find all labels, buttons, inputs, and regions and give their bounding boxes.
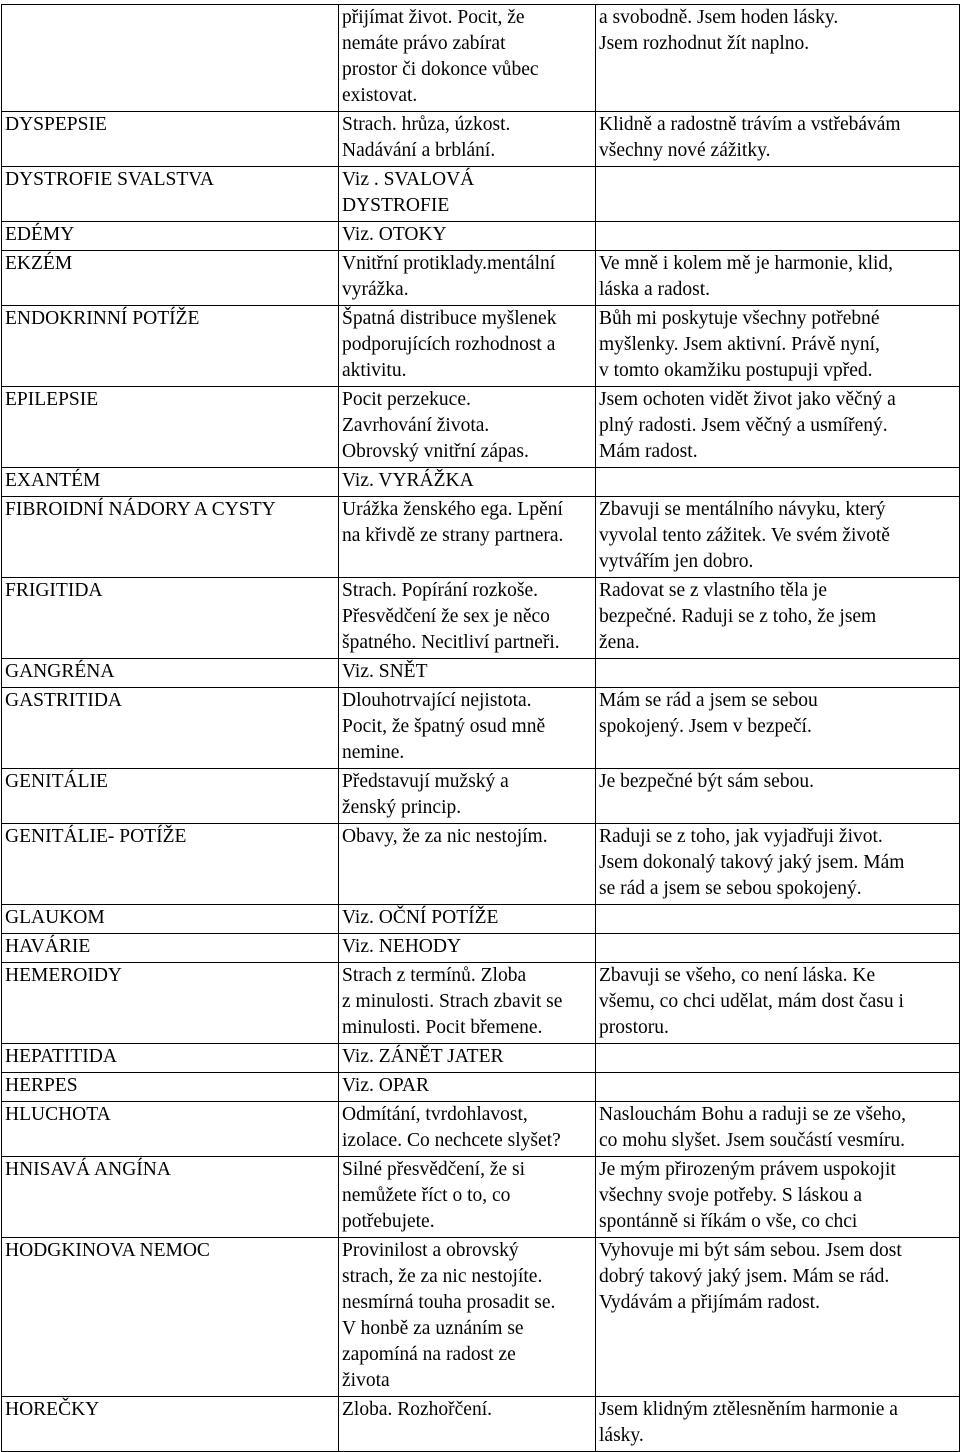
affirmation-cell: Je bezpečné být sám sebou. — [596, 769, 960, 824]
table-row — [2, 222, 960, 251]
term-cell: GENITÁLIE — [2, 769, 339, 824]
cause-cell: Strach. Popírání rozkoše. Přesvědčení že sex je něco špatného. Necitliví partneři. — [339, 578, 596, 659]
term-cell — [2, 5, 339, 112]
table-row — [2, 824, 960, 905]
table-row — [2, 769, 960, 824]
term-cell: HEMEROIDY — [2, 963, 339, 1044]
affirmation-cell — [596, 1044, 960, 1073]
cause-cell: Viz. VYRÁŽKA — [339, 468, 596, 497]
term-cell: EPILEPSIE — [2, 387, 339, 468]
affirmation-cell — [596, 659, 960, 688]
term-cell: GANGRÉNA — [2, 659, 339, 688]
term-cell: EXANTÉM — [2, 468, 339, 497]
cause-cell: Viz. ZÁNĚT JATER — [339, 1044, 596, 1073]
term-cell: GLAUKOM — [2, 905, 339, 934]
affirmation-cell: Radovat se z vlastního těla je bezpečné. Raduji se z toho, že jsem žena. — [596, 578, 960, 659]
table-row — [2, 1073, 960, 1102]
table-row — [2, 167, 960, 222]
cause-cell: Zloba. Rozhořčení. — [339, 1397, 596, 1452]
cause-cell: Pocit perzekuce. Zavrhování života. Obrovský vnitřní zápas. — [339, 387, 596, 468]
term-cell: FRIGITIDA — [2, 578, 339, 659]
table-row — [2, 112, 960, 167]
cause-cell: Dlouhotrvající nejistota. Pocit, že špatný osud mně nemine. — [339, 688, 596, 769]
term-cell: FIBROIDNÍ NÁDORY A CYSTY — [2, 497, 339, 578]
cause-cell: Strach. hrůza, úzkost. Nadávání a brblání. — [339, 112, 596, 167]
table-row — [2, 1102, 960, 1157]
cause-cell: Vnitřní protiklady.mentální vyrážka. — [339, 251, 596, 306]
term-cell: GASTRITIDA — [2, 688, 339, 769]
affirmation-cell: Naslouchám Bohu a raduji se ze všeho, co mohu slyšet. Jsem součástí vesmíru. — [596, 1102, 960, 1157]
affirmation-cell — [596, 934, 960, 963]
symptom-table — [1, 4, 960, 1452]
affirmation-cell — [596, 1073, 960, 1102]
term-cell: DYSTROFIE SVALSTVA — [2, 167, 339, 222]
term-cell: HERPES — [2, 1073, 339, 1102]
table-row — [2, 468, 960, 497]
cause-cell: Viz. OPAR — [339, 1073, 596, 1102]
table-row — [2, 1157, 960, 1238]
table-row — [2, 905, 960, 934]
affirmation-cell: Klidně a radostně trávím a vstřebávám všechny nové zážitky. — [596, 112, 960, 167]
affirmation-cell: Zbavuji se mentálního návyku, který vyvolal tento zážitek. Ve svém životě vytvářím jen dobro. — [596, 497, 960, 578]
term-cell: HODGKINOVA NEMOC — [2, 1238, 339, 1397]
affirmation-cell: Raduji se z toho, jak vyjadřuji život. Jsem dokonalý takový jaký jsem. Mám se rád a jsem se sebou spokojený. — [596, 824, 960, 905]
term-cell: HOREČKY — [2, 1397, 339, 1452]
table-row — [2, 659, 960, 688]
cause-cell: Viz . SVALOVÁ DYSTROFIE — [339, 167, 596, 222]
cause-cell: přijímat život. Pocit, že nemáte právo zabírat prostor či dokonce vůbec existovat. — [339, 5, 596, 112]
affirmation-cell — [596, 468, 960, 497]
cause-cell: Viz. SNĚT — [339, 659, 596, 688]
table-row — [2, 5, 960, 112]
cause-cell: Provinilost a obrovský strach, že za nic nestojíte. nesmírná touha prosadit se. V honbě za uznáním se zapomíná na radost ze života — [339, 1238, 596, 1397]
affirmation-cell — [596, 222, 960, 251]
table-row — [2, 1044, 960, 1073]
table-row — [2, 934, 960, 963]
affirmation-cell: Bůh mi poskytuje všechny potřebné myšlenky. Jsem aktivní. Právě nyní, v tomto okamžiku postupuji vpřed. — [596, 306, 960, 387]
cause-cell: Představují mužský a ženský princip. — [339, 769, 596, 824]
cause-cell: Odmítání, tvrdohlavost, izolace. Co nechcete slyšet? — [339, 1102, 596, 1157]
term-cell: DYSPEPSIE — [2, 112, 339, 167]
term-cell: EDÉMY — [2, 222, 339, 251]
affirmation-cell — [596, 905, 960, 934]
term-cell: EKZÉM — [2, 251, 339, 306]
table-row — [2, 497, 960, 578]
cause-cell: Viz. OČNÍ POTÍŽE — [339, 905, 596, 934]
cause-cell: Urážka ženského ega. Lpění na křivdě ze strany partnera. — [339, 497, 596, 578]
table-row — [2, 1397, 960, 1452]
cause-cell: Strach z termínů. Zloba z minulosti. Strach zbavit se minulosti. Pocit břemene. — [339, 963, 596, 1044]
table-row — [2, 306, 960, 387]
affirmation-cell: Mám se rád a jsem se sebou spokojený. Jsem v bezpečí. — [596, 688, 960, 769]
affirmation-cell: Jsem klidným ztělesněním harmonie a lásky. — [596, 1397, 960, 1452]
cause-cell: Silné přesvědčení, že si nemůžete říct o to, co potřebujete. — [339, 1157, 596, 1238]
term-cell: HLUCHOTA — [2, 1102, 339, 1157]
affirmation-cell: a svobodně. Jsem hoden lásky. Jsem rozhodnut žít naplno. — [596, 5, 960, 112]
affirmation-cell — [596, 167, 960, 222]
affirmation-cell: Je mým přirozeným právem uspokojit všechny svoje potřeby. S láskou a spontánně si říkám o vše, co chci — [596, 1157, 960, 1238]
term-cell: GENITÁLIE- POTÍŽE — [2, 824, 339, 905]
affirmation-cell: Jsem ochoten vidět život jako věčný a plný radosti. Jsem věčný a usmířený. Mám radost. — [596, 387, 960, 468]
affirmation-cell: Zbavuji se všeho, co není láska. Ke všemu, co chci udělat, mám dost času i prostoru. — [596, 963, 960, 1044]
table-row — [2, 387, 960, 468]
table-row — [2, 688, 960, 769]
affirmation-cell: Vyhovuje mi být sám sebou. Jsem dost dobrý takový jaký jsem. Mám se rád. Vydávám a přijímám radost. — [596, 1238, 960, 1397]
table-row — [2, 963, 960, 1044]
table-body — [2, 5, 960, 1452]
term-cell: HAVÁRIE — [2, 934, 339, 963]
table-row — [2, 251, 960, 306]
cause-cell: Viz. OTOKY — [339, 222, 596, 251]
term-cell: ENDOKRINNÍ POTÍŽE — [2, 306, 339, 387]
term-cell: HEPATITIDA — [2, 1044, 339, 1073]
cause-cell: Viz. NEHODY — [339, 934, 596, 963]
cause-cell: Obavy, že za nic nestojím. — [339, 824, 596, 905]
affirmation-cell: Ve mně i kolem mě je harmonie, klid, láska a radost. — [596, 251, 960, 306]
cause-cell: Špatná distribuce myšlenek podporujících rozhodnost a aktivitu. — [339, 306, 596, 387]
table-row — [2, 1238, 960, 1397]
term-cell: HNISAVÁ ANGÍNA — [2, 1157, 339, 1238]
table-row — [2, 578, 960, 659]
